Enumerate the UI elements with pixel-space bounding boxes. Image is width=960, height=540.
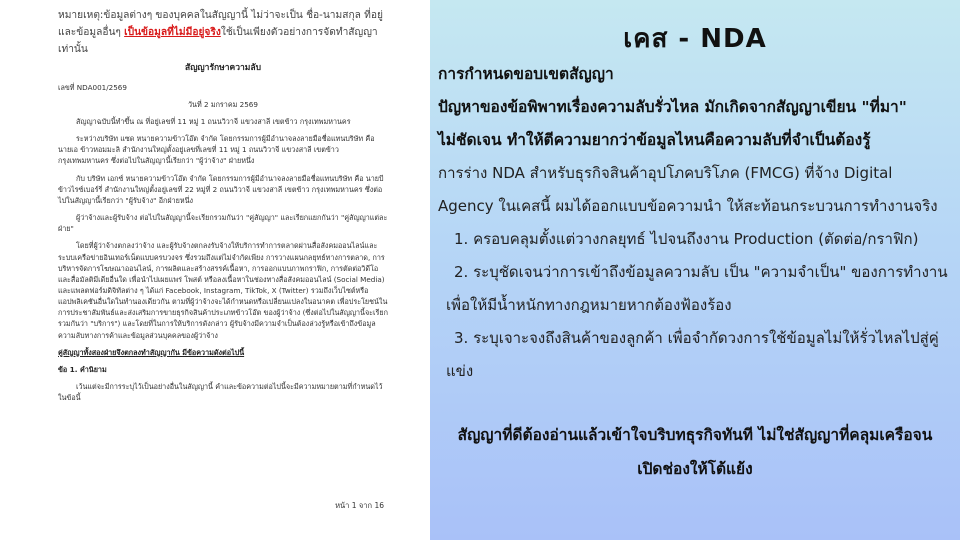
disclaimer-note xyxy=(58,8,388,58)
list-item: 3. ระบุเจาะจงถึงสินค้าของลูกค้า เพื่อจำกัดวงการใช้ข้อมูลไม่ให้รั่วไหลไปสู่คู่ xyxy=(454,329,939,347)
document-paragraph: คู่สัญญาทั้งสองฝ่ายจึงตกลงทำสัญญากัน มีข้อความดังต่อไปนี้ xyxy=(58,347,245,357)
slide-title: เคส - NDA xyxy=(623,24,767,54)
document-paragraph: โดยที่ผู้ว่าจ้างตกลงว่าจ้าง และผู้รับจ้างตกลงรับจ้างให้บริการทำการตลาดผ่านสื่อสังคมออนไลน์และระบบเครือข่ายอินเทอร์เน็ตแบบครบวงจร ซึ่งรวมถึงแต่ไม่จำกัดเพียง การวางแผนกลยุทธ์ทางการตลาด, การบริหารจัดการโฆษณาออนไลน์, การผลิตและสร้างสรรค์เนื้อหา, การออกแบบภาพกราฟิก, การตัดต่อวิดีโอ และสื่อมัลติมีเดียอื่นใด เพื่อนำไปเผยแพร่ โพสต์ หรือลงเนื้อหาในช่องทางสื่อสังคมออนไลน์ (Social Media) และแพลตฟอร์มดิจิทัลต่าง ๆ ได้แก่ Facebook, Instagram, TikTok, X (Twitter) รวมถึงเว็บไซต์หรือแอปพลิเคชันอื่นใดในทำนองเดียวกัน ตามที่ผู้ว่าจ้างจะได้กำหนดหรือเปลี่ยนแปลงในอนาคต เพื่อประโยชน์ในการประชาสัมพันธ์และส่งเสริมการขายธุรกิจสินค้าประเภทข้าวโอ๊ต ของผู้ว่าจ้าง (ซึ่งต่อไปในสัญญานี้จะเรียกรวมกันว่า "บริการ") และโดยที่ในการให้บริการดังกล่าว ผู้รับจ้างมีความจำเป็นต้องล่วงรู้หรือเข้าถึงข้อมูลความลับทางการค้าและข้อมูลส่วนบุคคลของผู้ว่าจ้าง xyxy=(58,241,388,340)
section-heading: การกำหนดขอบเขตสัญญา xyxy=(438,65,614,83)
list-item-continuation: เพื่อให้มีน้ำหนักทางกฎหมายหากต้องฟ้องร้อง xyxy=(446,296,732,314)
clause-heading: ข้อ 1. คำนิยาม xyxy=(58,364,107,374)
approach-line: การร่าง NDA สำหรับธุรกิจสินค้าอุปโภคบริโภค (FMCG) ที่จ้าง Digital xyxy=(438,164,893,182)
page-footer: หน้า 1 จาก 16 xyxy=(335,501,384,510)
approach-line: Agency ในเคสนี้ ผมได้ออกแบบข้อความนำ ให้สะท้อนกระบวนการทำงานจริง xyxy=(438,197,938,215)
document-paragraph: ระหว่างบริษัท แซด หนายความข้าวโอ๊ต จำกัด โดยกรรมการผู้มีอำนาจลงลายมือชื่อแทนบริษัท คือ นายเอ ข้าวหอมมะลิ สำนักงานใหญ่ตั้งอยู่เลขที่เลขที่ 11 หมู่ 1 ถนนวิวาจี แขวงสาลี เขตข้าว กรุงเทพมหานคร ซึ่งต่อไปในสัญญานี้เรียกว่า "ผู้ว่าจ้าง" ฝ่ายหนึ่ง xyxy=(58,134,375,166)
document-paragraph: เว้นแต่จะมีการระบุไว้เป็นอย่างอื่นในสัญญานี้ คำและข้อความต่อไปนี้จะมีความหมายตามที่กำหนดไว้ในข้อนี้ xyxy=(58,382,383,403)
conclusion-line: เปิดช่องให้โต้แย้ง xyxy=(637,460,753,478)
nda-document xyxy=(58,8,388,409)
list-item: 2. ระบุชัดเจนว่าการเข้าถึงข้อมูลความลับ เป็น "ความจำเป็น" ของการทำงาน xyxy=(454,263,948,281)
case-panel xyxy=(430,0,960,540)
document-paragraph: กับ บริษัท เอกซ์ หนายความข้าวโอ๊ต จำกัด โดยกรรมการผู้มีอำนาจลงลายมือชื่อแทนบริษัท คือ นายบี ข้าวไรซ์เบอร์รี่ สำนักงานใหญ่ตั้งอยู่เลขที่ 22 หมู่ที่ 2 ถนนวิวาจี แขวงสาลี เขตข้าว กรุงเทพมหานคร ซึ่งต่อไปในสัญญานี้เรียกว่า "ผู้รับจ้าง" อีกฝ่ายหนึ่ง xyxy=(58,173,384,205)
list-item: 1. ครอบคลุมตั้งแต่วางกลยุทธ์ ไปจนถึงงาน Production (ตัดต่อ/กราฟิก) xyxy=(454,230,919,248)
document-paragraph: ผู้ว่าจ้างและผู้รับจ้าง ต่อไปในสัญญานี้จะเรียกรวมกันว่า "คู่สัญญา" และเรียกแยกกันว่า "คู่สัญญาแต่ละฝ่าย" xyxy=(58,213,388,234)
conclusion xyxy=(430,418,960,486)
document-preview xyxy=(0,0,430,540)
disclaimer-highlight: เป็นข้อมูลที่ไม่มีอยู่จริง xyxy=(124,26,221,38)
slide-body xyxy=(438,58,956,388)
document-date: วันที่ 2 มกราคม 2569 xyxy=(188,99,258,109)
document-number: เลขที่ NDA001/2569 xyxy=(58,82,127,92)
disclaimer-suffix: ใช้เป็นเพียงตัวอย่างการจัดทำสัญญาเท่านั้น xyxy=(58,26,378,55)
problem-line: ปัญหาของข้อพิพาทเรื่องความลับรั่วไหล มักเกิดจากสัญญาเขียน "ที่มา" xyxy=(438,98,907,116)
problem-line: ไม่ชัดเจน ทำให้ตีความยากว่าข้อมูลไหนคือความลับที่จำเป็นต้องรู้ xyxy=(438,131,871,149)
document-paragraph: สัญญาฉบับนี้ทำขึ้น ณ ที่อยู่เลขที่ 11 หมู่ 1 ถนนวิวาจี แขวงสาลี เขตข้าว กรุงเทพมหานคร xyxy=(76,116,351,126)
disclaimer-text: หมายเหตุ:ข้อมูลต่างๆ ของบุคคลในสัญญานี้ ไม่ว่าจะเป็น ชื่อ-นามสกุล ที่อยู่ และข้อมูลอื่นๆ xyxy=(58,10,383,38)
document-heading: สัญญารักษาความลับ xyxy=(185,63,261,74)
list-item-continuation: แข่ง xyxy=(446,362,474,380)
conclusion-line: สัญญาที่ดีต้องอ่านแล้วเข้าใจบริบทธุรกิจทันที ไม่ใช่สัญญาที่คลุมเครือจน xyxy=(457,426,933,444)
